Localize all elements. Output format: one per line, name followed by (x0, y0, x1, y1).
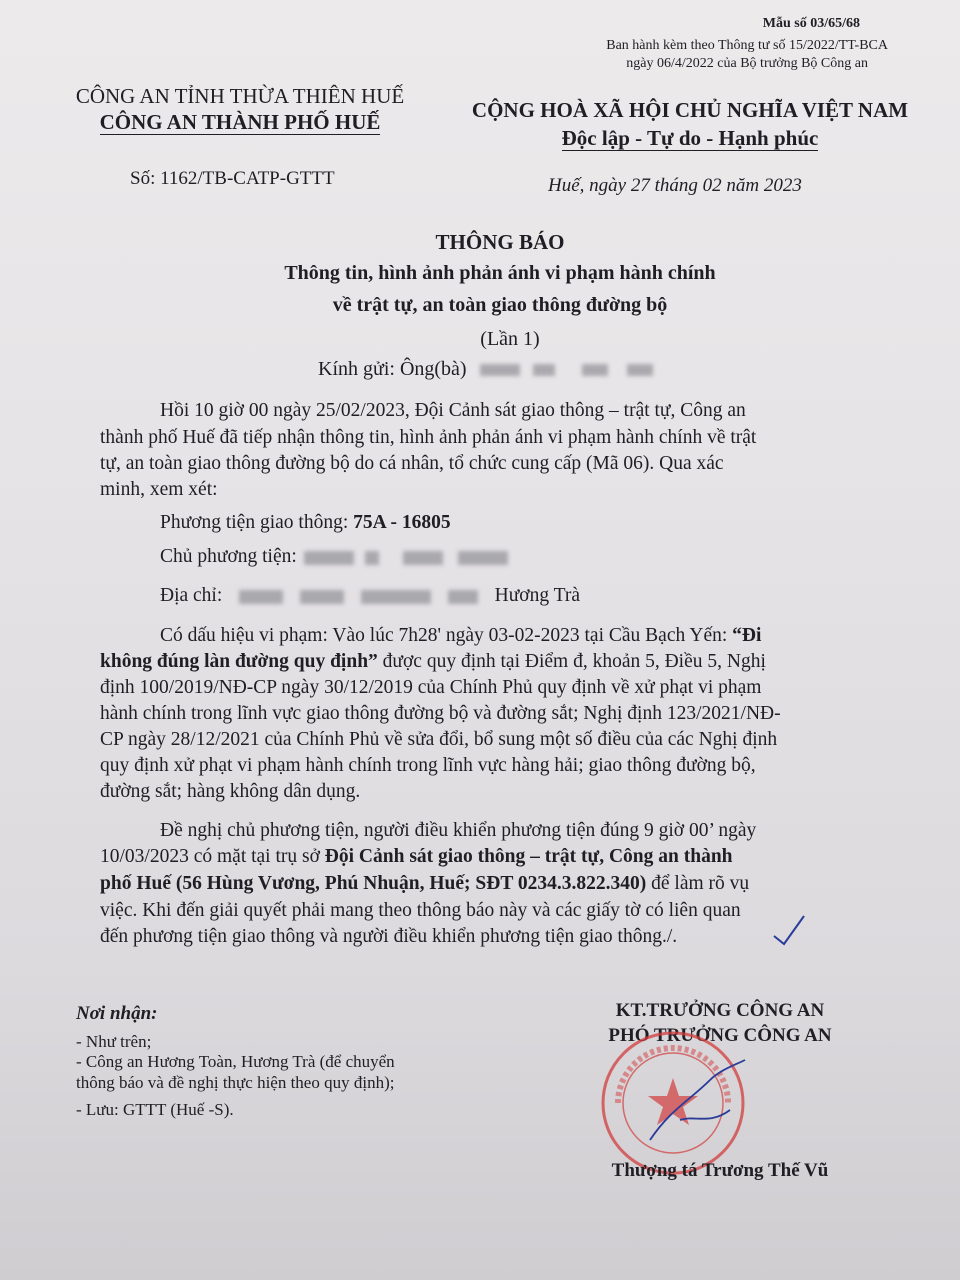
org-parent: CÔNG AN TỈNH THỪA THIÊN HUẾ (75, 84, 405, 108)
nation-motto (440, 126, 940, 151)
address-visible: Hương Trà (494, 585, 581, 606)
recipient-item: - Lưu: GTTT (Huế -S). (76, 1100, 234, 1119)
org-name (40, 110, 440, 135)
notice-times: (Lần 1) (480, 328, 540, 350)
vehicle-line (160, 512, 451, 534)
violation-line: hành chính trong lĩnh vực giao thông đường bộ và đường sắt; Nghị định 123/2021/NĐ- (100, 703, 781, 724)
sign-line-2: PHÓ TRƯỞNG CÔNG AN (608, 1025, 832, 1046)
intro-line: thành phố Huế đã tiếp nhận thông tin, hình ảnh phản ánh vi phạm hành chính về trật (100, 427, 757, 448)
recipients-title: Nơi nhận: (76, 1003, 158, 1024)
issued-line-1: Ban hành kèm theo Thông tư số 15/2022/TT-BCA (606, 38, 888, 53)
address-label: Địa chỉ: (160, 585, 223, 606)
violation-line (100, 651, 766, 673)
violation-line: đường sắt; hàng không dân dụng. (100, 781, 361, 802)
place-date: Huế, ngày 27 tháng 02 năm 2023 (548, 175, 802, 196)
violation-line (160, 625, 761, 647)
check-mark-icon (770, 912, 810, 948)
request-address: phố Huế (56 Hùng Vương, Phú Nhuận, Huế; SĐT 0234.3.822.340) (100, 873, 647, 894)
vehicle-plate: 75A - 16805 (353, 512, 451, 533)
owner-line (160, 546, 508, 568)
request-place: Đội Cảnh sát giao thông – trật tự, Công an thành (324, 846, 733, 867)
request-line (100, 846, 733, 868)
document-subtitle-1: Thông tin, hình ảnh phản ánh vi phạm hành chính (284, 262, 716, 284)
violation-line: CP ngày 28/12/2021 của Chính Phủ về sửa đổi, bổ sung một số điều của các Nghị định (100, 729, 778, 750)
violation-line: quy định xử phạt vi phạm hành chính trong lĩnh vực hàng hải; giao thông đường bộ, (100, 755, 756, 776)
form-code: Mẫu số 03/65/68 (762, 16, 860, 31)
document-number: Số: 1162/TB-CATP-GTTT (130, 168, 335, 189)
violation-line: định 100/2019/NĐ-CP ngày 30/12/2019 của Chính Phủ quy định về xử phạt vi phạm (100, 677, 762, 698)
recipient-line (318, 358, 653, 381)
redacted-name (533, 364, 555, 376)
intro-line: Hồi 10 giờ 00 ngày 25/02/2023, Đội Cảnh sát giao thông – trật tự, Công an (160, 400, 746, 421)
signature-icon (640, 1040, 760, 1160)
motto-text: Độc lập - Tự do - Hạnh phúc (561, 126, 819, 150)
violation-text: Có dấu hiệu vi phạm: Vào lúc 7h28' ngày 03-02-2023 tại Cầu Bạch Yến: (160, 625, 733, 646)
address-line (160, 585, 580, 607)
request-text: để làm rõ vụ (646, 873, 750, 894)
redacted-name (582, 364, 608, 376)
redacted-owner (304, 551, 354, 565)
nation-title: CỘNG HOÀ XÃ HỘI CHỦ NGHĨA VIỆT NAM (471, 98, 909, 122)
issued-line-2: ngày 06/4/2022 của Bộ trưởng Bộ Công an (626, 56, 868, 71)
violation-quote-start: “Đi (732, 625, 762, 646)
recipient-item: thông báo và đề nghị thực hiện theo quy định); (76, 1073, 395, 1092)
intro-line: minh, xem xét: (100, 479, 218, 500)
redacted-address (239, 590, 283, 604)
signer-name: Thượng tá Trương Thế Vũ (611, 1160, 829, 1181)
redacted-address (448, 590, 478, 604)
redacted-owner (365, 551, 379, 565)
document-subtitle-2: về trật tự, an toàn giao thông đường bộ (332, 294, 668, 316)
owner-label: Chủ phương tiện: (160, 546, 297, 567)
redacted-owner (403, 551, 443, 565)
redacted-address (361, 590, 431, 604)
recipient-item: - Như trên; (76, 1032, 152, 1051)
org-name-text: CÔNG AN THÀNH PHỐ HUẾ (99, 110, 381, 134)
redacted-name (480, 364, 520, 376)
recipient-item: - Công an Hương Toàn, Hương Trà (để chuyển (76, 1052, 395, 1071)
intro-line: tự, an toàn giao thông đường bộ do cá nhân, tổ chức cung cấp (Mã 06). Qua xác (100, 453, 724, 474)
sign-line-1: KT.TRƯỞNG CÔNG AN (615, 1000, 825, 1021)
redacted-address (300, 590, 344, 604)
violation-text: được quy định tại Điểm đ, khoản 5, Điều 5, Nghị (377, 651, 766, 672)
redacted-owner (458, 551, 508, 565)
document-title: THÔNG BÁO (435, 230, 565, 254)
request-line: Đề nghị chủ phương tiện, người điều khiển phương tiện đúng 9 giờ 00’ ngày (160, 820, 757, 841)
request-line: đến phương tiện giao thông và người điều khiển phương tiện giao thông./. (100, 926, 678, 947)
redacted-name (627, 364, 653, 376)
request-line (100, 873, 749, 895)
violation-quote: không đúng làn đường quy định” (100, 651, 378, 672)
request-text: 10/03/2023 có mặt tại trụ sở (100, 846, 325, 867)
recipient-label: Kính gửi: Ông(bà) (318, 358, 467, 380)
request-line: việc. Khi đến giải quyết phải mang theo thông báo này và các giấy tờ có liên quan (100, 900, 741, 921)
vehicle-label: Phương tiện giao thông: (160, 512, 354, 533)
